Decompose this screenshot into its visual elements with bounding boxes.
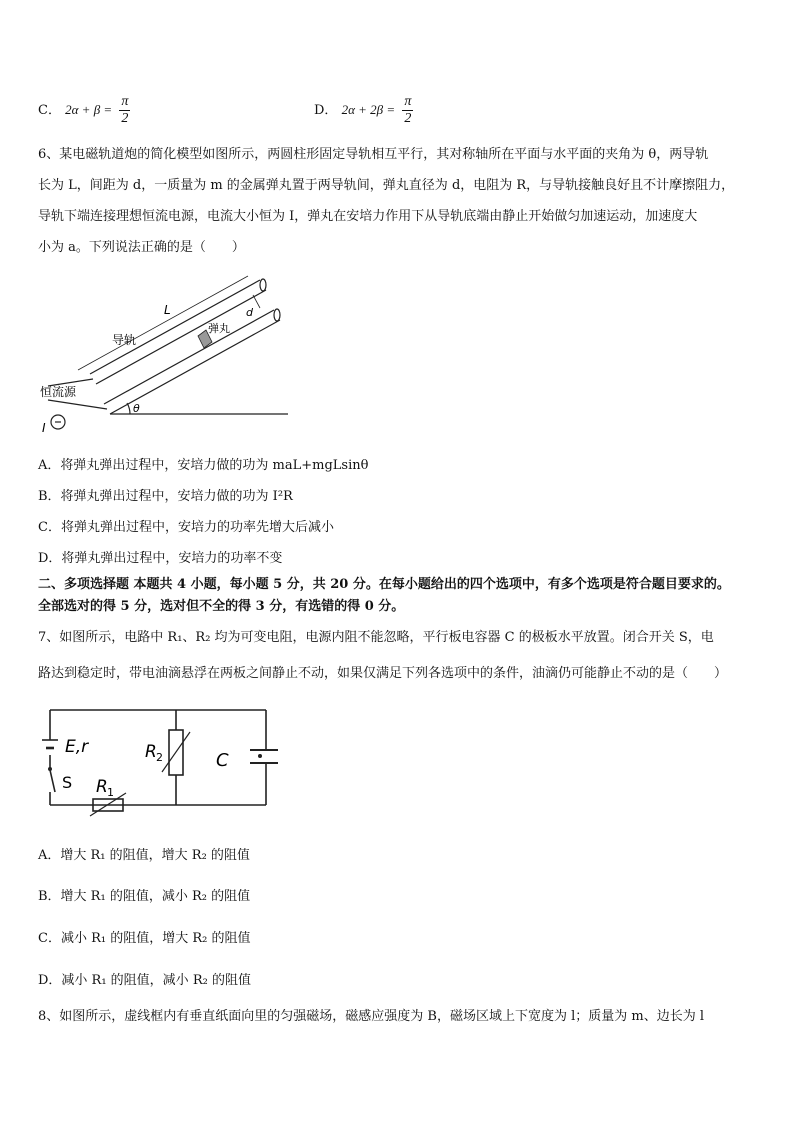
q5-option-d-label: D． [314, 103, 338, 118]
label-L: L [164, 303, 171, 317]
gap-dimension-line [253, 295, 260, 308]
label-ball: 弹丸 [208, 322, 230, 335]
q5-option-d-fraction [402, 94, 413, 127]
q6-stem-line: 小为 a。下列说法正确的是（ ） [38, 240, 245, 255]
label-I: I [42, 421, 46, 435]
label-switch: S [62, 773, 73, 792]
q7-option-a: A．增大 R₁ 的阻值，增大 R₂ 的阻值 [38, 848, 250, 863]
section2-instructions: 二、多项选择题 本题共 4 小题，每小题 5 分，共 20 分。在每小题给出的四个选项中，有多个选项是符合题目要求的。 [38, 577, 730, 592]
label-rail: 导轨 [112, 333, 137, 347]
q6-option-a: A．将弹丸弹出过程中，安培力做的功为 maL+mgLsinθ [38, 458, 369, 473]
label-theta: θ [133, 402, 140, 415]
q5-option-c [38, 94, 130, 127]
label-source: 恒流源 [40, 385, 77, 399]
q7-option-b: B．增大 R₁ 的阻值，减小 R₂ 的阻值 [38, 889, 251, 904]
q5-option-d [314, 94, 413, 127]
q7-option-d: D．减小 R₁ 的阻值，减小 R₂ 的阻值 [38, 973, 251, 988]
label-emf: E,r [65, 737, 89, 757]
circuit-figure [38, 700, 278, 830]
q5-option-d-expr: 2α + 2β = [341, 102, 396, 117]
q6-option-d: D．将弹丸弹出过程中，安培力的功率不变 [38, 551, 283, 566]
q5-option-c-label: C． [38, 103, 61, 118]
upper-rail-top-edge [90, 280, 260, 374]
q5-option-c-expr: 2α + β = [65, 102, 113, 117]
fraction-numerator: π [404, 94, 412, 109]
label-d: d [246, 306, 253, 319]
label-r1: R [96, 777, 108, 797]
label-r2-subscript: 2 [156, 751, 163, 764]
section2-instructions: 全部选对的得 5 分，选对但不全的得 3 分，有选错的得 0 分。 [38, 599, 405, 614]
fraction-numerator: π [121, 94, 129, 109]
lower-rail-top-edge [104, 310, 274, 404]
q6-stem-line: 导轨下端连接理想恒流电源，电流大小恒为 I，弹丸在安培力作用下从导轨底端由静止开始做匀加速运动，加速度大 [38, 209, 698, 224]
lower-rail-end [274, 309, 280, 321]
label-r2: R [145, 742, 157, 762]
railgun-figure [38, 270, 298, 440]
oil-drop [258, 754, 262, 758]
upper-rail-end [260, 279, 266, 291]
q6-stem-line: 6、某电磁轨道炮的简化模型如图所示，两圆柱形固定导轨相互平行，其对称轴所在平面与水平面的夹角为 θ，两导轨 [38, 147, 709, 162]
q5-option-c-fraction [119, 94, 130, 127]
q8-stem-line: 8、如图所示，虚线框内有垂直纸面向里的匀强磁场，磁感应强度为 B，磁场区域上下宽度为 l；质量为 m、边长为 l [38, 1009, 704, 1024]
label-capacitor: C [216, 750, 229, 771]
q6-option-c: C．将弹丸弹出过程中，安培力的功率先增大后减小 [38, 520, 334, 535]
q7-stem-line: 7、如图所示，电路中 R₁、R₂ 均为可变电阻，电源内阻不能忽略，平行板电容器 C 的极板水平放置。闭合开关 S，电 [38, 630, 714, 645]
theta-arc [127, 403, 130, 414]
switch-blade [50, 770, 55, 792]
q7-stem-line: 路达到稳定时，带电油滴悬浮在两板之间静止不动，如果仅满足下列各选项中的条件，油滴仍可能静止不动的是（ ） [38, 666, 728, 681]
label-r1-subscript: 1 [107, 786, 114, 799]
q6-stem-line: 长为 L，间距为 d，一质量为 m 的金属弹丸置于两导轨间，弹丸直径为 d，电阻为 R，与导轨接触良好且不计摩擦阻力， [38, 178, 735, 193]
fraction-denominator: 2 [404, 111, 412, 126]
q7-option-c: C．减小 R₁ 的阻值，增大 R₂ 的阻值 [38, 931, 251, 946]
r2-arrow [162, 732, 190, 772]
fraction-denominator: 2 [121, 111, 129, 126]
q6-option-b: B．将弹丸弹出过程中，安培力做的功为 I²R [38, 489, 293, 504]
